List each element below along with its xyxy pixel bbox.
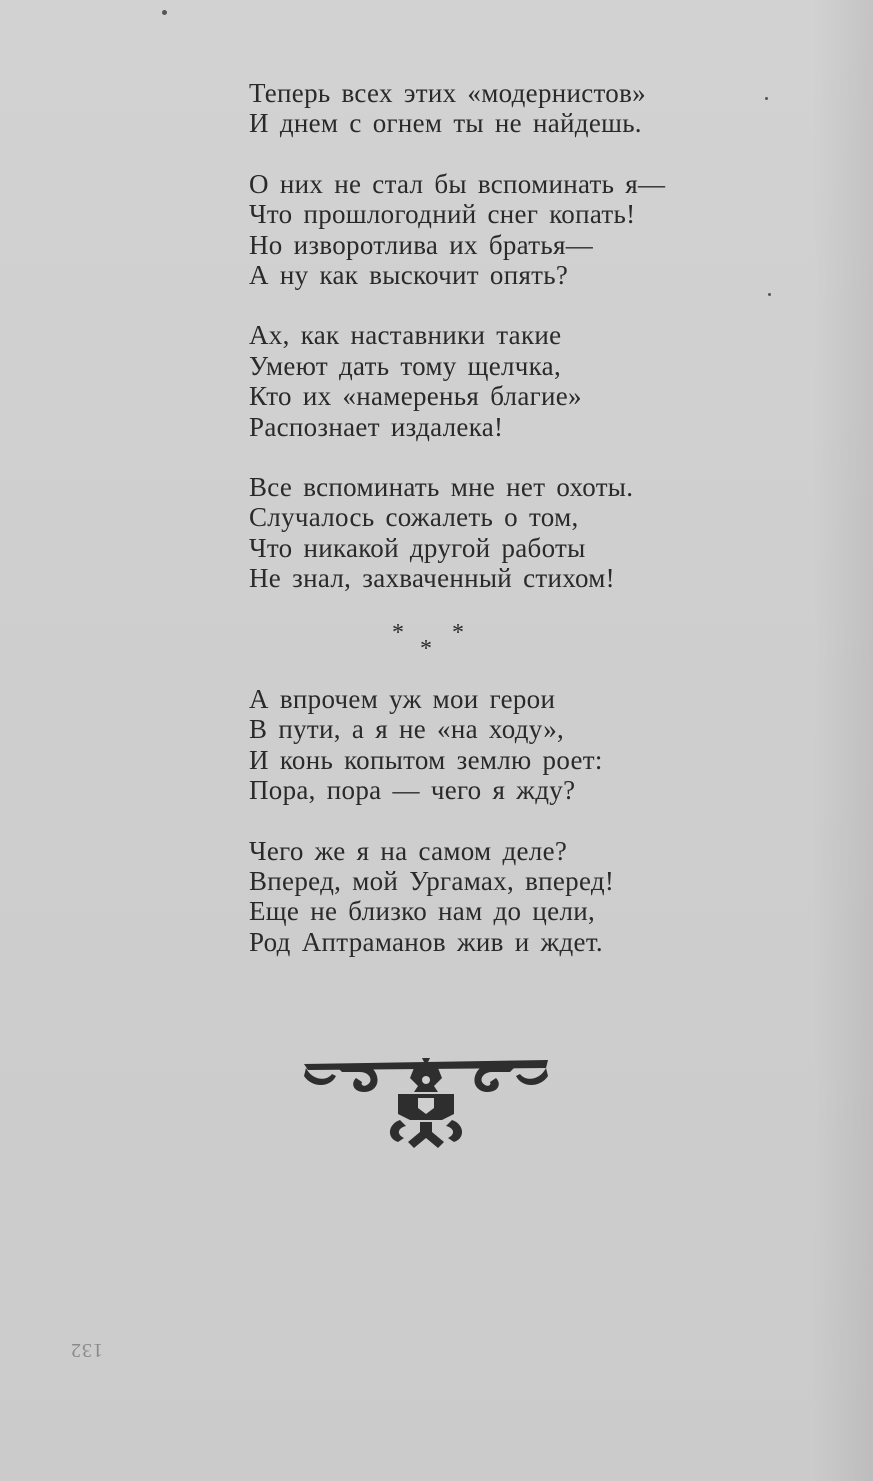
poem-body — [249, 78, 749, 594]
poem-line: Теперь всех этих «модернистов» — [249, 78, 646, 108]
poem-line: А впрочем уж мои герои — [249, 684, 556, 714]
scan-speck — [162, 10, 167, 15]
stanza — [249, 320, 749, 442]
poem-line: Случалось сожалеть о том, — [249, 502, 579, 533]
asterisk-glyph: * — [420, 636, 432, 662]
scan-speck — [765, 97, 768, 100]
scan-speck — [768, 293, 771, 296]
poem-line: Не знал, захваченный стихом! — [249, 563, 615, 594]
stanza — [249, 836, 749, 958]
poem-line: И днем с огнем ты не найдешь. — [249, 108, 642, 139]
stanza — [249, 472, 749, 594]
poem-line: А ну как выскочит опять? — [249, 260, 569, 291]
ornament-icon — [302, 1058, 550, 1150]
poem-body-continued — [249, 684, 749, 957]
poem-line: Пора, пора — чего я жду? — [249, 775, 576, 806]
stanza — [249, 684, 749, 806]
stanza — [249, 78, 749, 139]
stanza — [249, 169, 749, 291]
asterism-separator — [380, 618, 480, 663]
poem-line: Вперед, мой Ургамах, вперед! — [249, 866, 615, 897]
asterisk-glyph: * — [452, 620, 464, 646]
poem-line: Что прошлогодний снег копать! — [249, 199, 636, 230]
poem-line: Чего же я на самом деле? — [249, 835, 568, 866]
poem-line: Но изворотлива их братья— — [249, 229, 594, 260]
asterisk-glyph: * — [392, 620, 404, 646]
poem-line: Распознает издалека! — [249, 411, 504, 442]
poem-line: Еще не близко нам до цели, — [249, 896, 596, 927]
poem-line: В пути, а я не «на ходу», — [249, 714, 565, 745]
poem-line: Умеют дать тому щелчка, — [249, 350, 561, 381]
poem-line: Все вспоминать мне нет охоты. — [249, 472, 634, 503]
poem-line: Что никакой другой работы — [249, 532, 586, 563]
page-number: 132 — [70, 1339, 103, 1361]
poem-line: И конь копытом землю роет: — [249, 744, 603, 775]
poem-line: Ах, как наставники такие — [249, 320, 562, 351]
poem-line: Род Аптраманов жив и ждет. — [249, 926, 603, 957]
poem-line: О них не стал бы вспоминать я— — [249, 168, 666, 199]
poem-line: Кто их «намеренья благие» — [249, 381, 582, 412]
